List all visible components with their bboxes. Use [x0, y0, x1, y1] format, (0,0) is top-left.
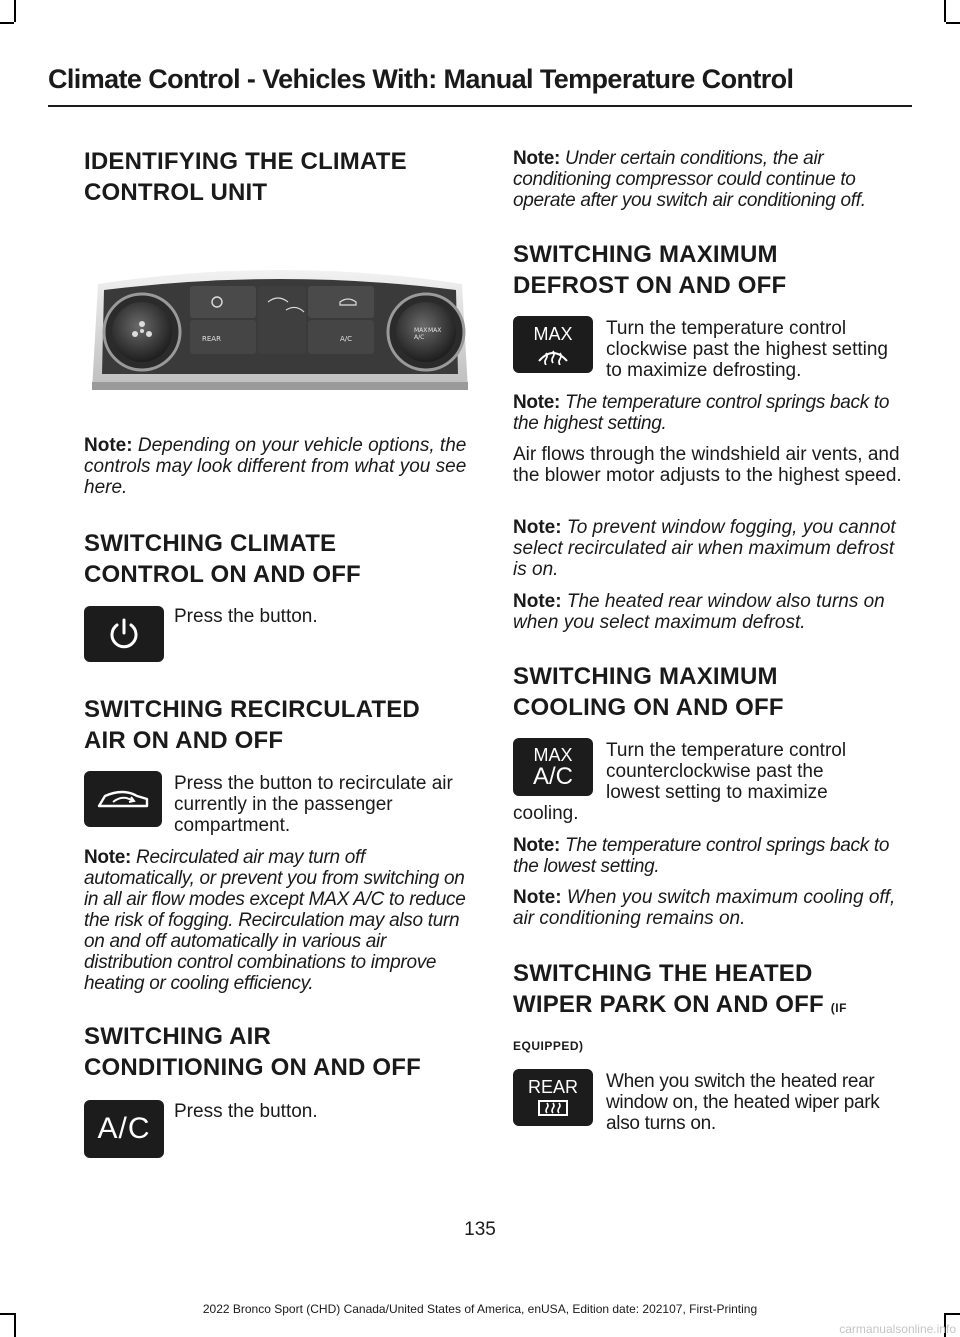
max-ac-knob-label: MAX: [414, 327, 428, 334]
max-defrost-knob-label: MAX: [428, 327, 442, 334]
wiper-park-body: When you switch the heated rear window on, the heated wiper park also turns on.: [606, 1071, 880, 1134]
crop-mark: [944, 0, 946, 22]
page-number: 135: [464, 1219, 496, 1240]
power-button-icon: [84, 606, 164, 662]
section-title-max-defrost: SWITCHING MAXIMUM DEFROST ON AND OFF: [513, 241, 787, 299]
ac-icon-label: A/C: [97, 1112, 151, 1145]
max-cooling-body: Turn the temperature control counterclockwise past the lowest setting to maximize cooling.: [513, 740, 847, 824]
crop-mark: [946, 22, 960, 24]
max-defrost-icon: [513, 316, 593, 373]
defrost-airflow-text: Air flows through the windshield air vents, and the blower motor adjusts to the highest speed.: [513, 444, 902, 486]
climate-body: Press the button.: [174, 606, 318, 627]
note-cooling-springs-back: Note: The temperature control springs back to the lowest setting.: [513, 835, 890, 877]
climate-control-panel-image: [90, 262, 470, 392]
panel-ac-label: A/C: [340, 335, 353, 343]
crop-mark: [0, 22, 14, 24]
rear-defrost-icon-label: REAR: [527, 1076, 578, 1097]
crop-mark: [14, 1313, 16, 1337]
panel-rear-label: REAR: [202, 335, 221, 343]
max-ac-knob-label-2: A/C: [414, 334, 425, 341]
note-heated-rear-window: Note: The heated rear window also turns on when you select maximum defrost.: [513, 591, 885, 633]
max-defrost-body: Turn the temperature control clockwise past the highest setting to maximize defrosting.: [606, 318, 888, 381]
recirculation-icon: [84, 771, 162, 827]
crop-mark: [14, 0, 16, 22]
page-header-title: Climate Control - Vehicles With: Manual Temperature Control: [48, 64, 794, 94]
footer-edition: 2022 Bronco Sport (CHD) Canada/United States of America, enUSA, Edition date: 202107, First-Printing: [202, 1302, 758, 1316]
note-compressor: Note: Under certain conditions, the air conditioning compressor could continue to operate after you switch air conditioning off.: [513, 148, 866, 211]
note-defrost-springs-back: Note: The temperature control springs back to the highest setting.: [513, 392, 890, 434]
section-title-recirculated-air: SWITCHING RECIRCULATED AIR ON AND OFF: [84, 696, 420, 754]
section-title-max-cooling: SWITCHING MAXIMUM COOLING ON AND OFF: [513, 663, 784, 721]
max-ac-icon-label: MAX: [533, 745, 573, 765]
watermark: carmanualsonline.info: [839, 1322, 956, 1336]
ac-button-icon: [84, 1100, 164, 1158]
section-title-identify: IDENTIFYING THE CLIMATE CONTROL UNIT: [84, 148, 407, 206]
recirc-body: Press the button to recirculate air currently in the passenger compartment.: [174, 773, 453, 836]
note-controls-vary: Note: Depending on your vehicle options, the controls may look different from what you see here.: [84, 435, 467, 498]
max-ac-icon-label-2: A/C: [532, 763, 573, 790]
section-title-air-conditioning: SWITCHING AIR CONDITIONING ON AND OFF: [84, 1023, 422, 1081]
rear-defrost-icon: [513, 1069, 593, 1126]
max-defrost-icon-label: MAX: [533, 323, 573, 344]
ac-body: Press the button.: [174, 1101, 318, 1122]
note-recirculated-air: Note: Recirculated air may turn off automatically, or prevent you from switching on in all air flow modes except MAX A/C to reduce the risk of fogging. Recirculation may also turn on and off automatically in various air distribution control combinations to improve heating or cooling efficiency.: [84, 847, 466, 994]
note-ac-remains-on: Note: When you switch maximum cooling off, air conditioning remains on.: [513, 887, 896, 929]
header-rule: [48, 105, 912, 107]
section-title-heated-wiper-park: SWITCHING THE HEATED WIPER PARK ON AND OFF (IF EQUIPPED): [513, 960, 847, 1053]
note-fogging: Note: To prevent window fogging, you cannot select recirculated air when maximum defrost is on.: [513, 517, 896, 580]
section-title-climate-on-off: SWITCHING CLIMATE CONTROL ON AND OFF: [84, 530, 361, 588]
